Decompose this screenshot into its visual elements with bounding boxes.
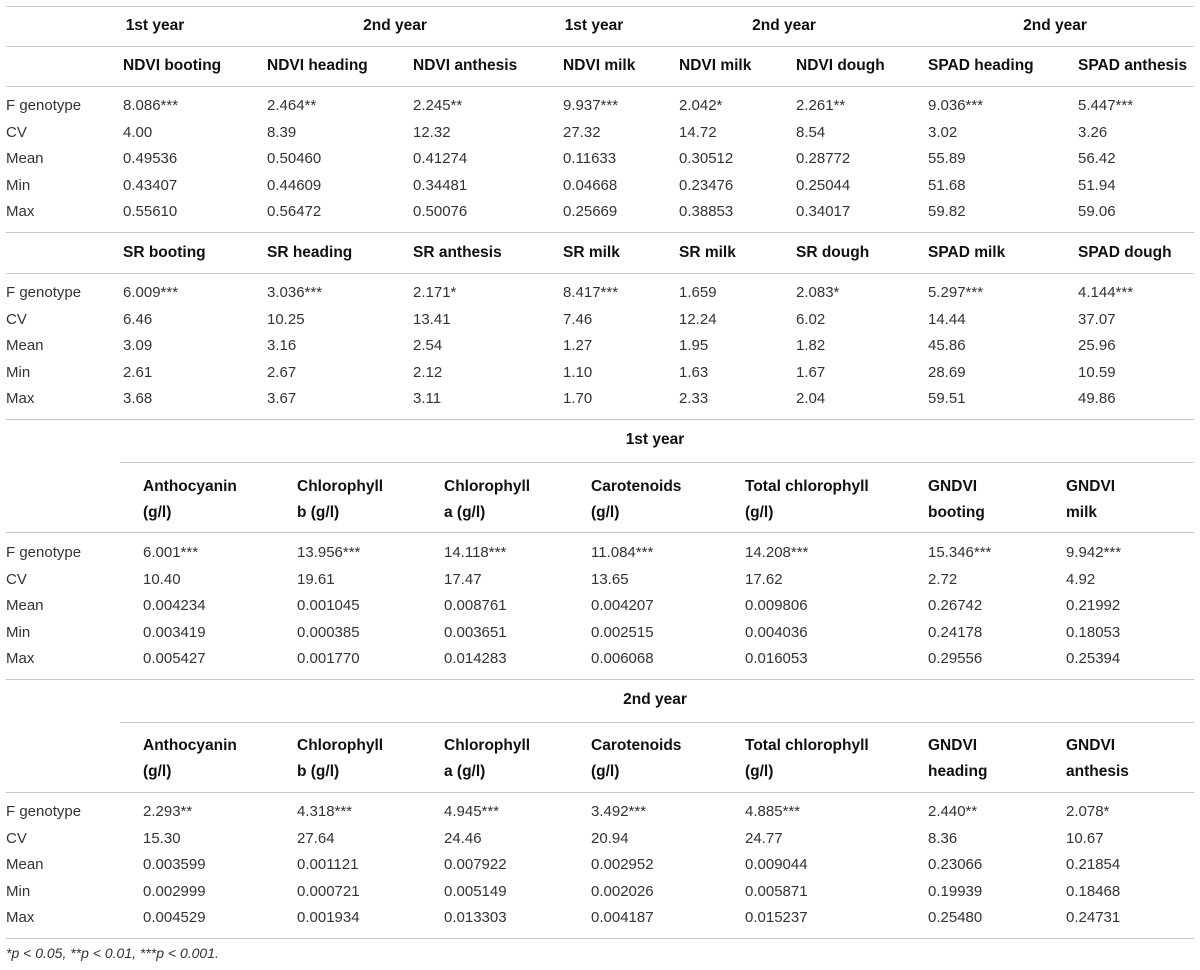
table-cell: 0.41274 bbox=[413, 150, 468, 167]
year-header: 2nd year bbox=[363, 17, 427, 34]
row-label: Max bbox=[6, 650, 35, 667]
table-cell: 25.96 bbox=[1078, 337, 1116, 354]
table-cell: 37.07 bbox=[1078, 310, 1116, 328]
table-cell: 0.11633 bbox=[563, 150, 617, 167]
table-cell: 0.009806 bbox=[745, 597, 808, 614]
row-label: CV bbox=[6, 123, 27, 141]
row-label: Min bbox=[6, 363, 31, 381]
table-cell: 0.26742 bbox=[928, 597, 983, 614]
table-cell: 12.32 bbox=[413, 123, 451, 141]
table-cell: 3.68 bbox=[123, 390, 153, 407]
table-cell: 3.02 bbox=[928, 123, 958, 141]
table-cell: 15.346*** bbox=[928, 544, 992, 561]
table-cell: 0.015237 bbox=[745, 909, 808, 926]
table-cell: 4.144*** bbox=[1078, 284, 1134, 301]
table-cell: 0.007922 bbox=[444, 856, 507, 873]
rule-top bbox=[6, 6, 1194, 7]
column-header: (g/l) bbox=[143, 504, 172, 521]
column-header: SPAD heading bbox=[928, 57, 1034, 74]
table-cell: 10.59 bbox=[1078, 363, 1116, 381]
column-header: SPAD dough bbox=[1078, 244, 1172, 261]
column-header: heading bbox=[928, 763, 988, 780]
table-cell: 56.42 bbox=[1078, 150, 1116, 167]
table-cell: 5.297*** bbox=[928, 284, 984, 301]
table-cell: 0.000721 bbox=[297, 882, 360, 900]
table-cell: 45.86 bbox=[928, 337, 966, 354]
table-cell: 9.937*** bbox=[563, 97, 619, 114]
table-cell: 3.16 bbox=[267, 337, 297, 354]
table-cell: 4.00 bbox=[123, 123, 153, 141]
table-cell: 0.34017 bbox=[796, 203, 851, 220]
table-cell: 6.009*** bbox=[123, 284, 179, 301]
table-cell: 3.11 bbox=[413, 390, 442, 407]
table-cell: 24.77 bbox=[745, 829, 783, 847]
table-cell: 0.50460 bbox=[267, 150, 322, 167]
table-cell: 6.02 bbox=[796, 310, 826, 328]
column-header: (g/l) bbox=[591, 504, 620, 521]
table-cell: 1.95 bbox=[679, 337, 709, 354]
table-cell: 2.261** bbox=[796, 97, 846, 114]
column-header: SPAD anthesis bbox=[1078, 57, 1188, 74]
table-cell: 1.70 bbox=[563, 390, 593, 407]
table-cell: 0.004036 bbox=[745, 623, 808, 641]
column-header: (g/l) bbox=[745, 504, 774, 521]
table-cell: 0.004207 bbox=[591, 597, 654, 614]
rule-year bbox=[120, 722, 1194, 723]
table-cell: 15.30 bbox=[143, 829, 181, 847]
table-cell: 0.001770 bbox=[297, 650, 360, 667]
row-label: Mean bbox=[6, 337, 44, 354]
table-cell: 0.25044 bbox=[796, 176, 851, 194]
rule-header bbox=[6, 532, 1194, 533]
rule-header bbox=[6, 273, 1194, 274]
row-label: Mean bbox=[6, 150, 44, 167]
table-cell: 2.245** bbox=[413, 97, 463, 114]
table-cell: 12.24 bbox=[679, 310, 717, 328]
year-header: 2nd year bbox=[623, 691, 687, 708]
row-label: CV bbox=[6, 570, 27, 588]
column-header: a (g/l) bbox=[444, 763, 486, 780]
table-footnote: *p < 0.05, **p < 0.01, ***p < 0.001. bbox=[6, 945, 219, 961]
table-cell: 0.43407 bbox=[123, 176, 178, 194]
table-cell: 0.004187 bbox=[591, 909, 654, 926]
column-header: booting bbox=[928, 504, 985, 521]
table-cell: 2.67 bbox=[267, 363, 297, 381]
column-header: SR heading bbox=[267, 244, 353, 261]
table-cell: 7.46 bbox=[563, 310, 593, 328]
row-label: F genotype bbox=[6, 97, 82, 114]
column-header: SR booting bbox=[123, 244, 206, 261]
table-cell: 5.447*** bbox=[1078, 97, 1134, 114]
table-cell: 2.33 bbox=[679, 390, 709, 407]
table-cell: 0.002999 bbox=[143, 882, 206, 900]
column-header: GNDVI bbox=[928, 478, 978, 495]
table-cell: 8.36 bbox=[928, 829, 958, 847]
table-cell: 0.006068 bbox=[591, 650, 654, 667]
row-label: Max bbox=[6, 390, 35, 407]
table-cell: 14.208*** bbox=[745, 544, 809, 561]
table-cell: 0.004529 bbox=[143, 909, 206, 926]
table-cell: 0.25394 bbox=[1066, 650, 1121, 667]
table-cell: 3.09 bbox=[123, 337, 153, 354]
column-header: SPAD milk bbox=[928, 244, 1006, 261]
table-cell: 2.083* bbox=[796, 284, 840, 301]
row-label: Max bbox=[6, 203, 35, 220]
column-header: Total chlorophyll bbox=[745, 478, 869, 495]
table-cell: 3.036*** bbox=[267, 284, 323, 301]
table-cell: 1.27 bbox=[563, 337, 593, 354]
rule-block1 bbox=[6, 232, 1194, 233]
table-cell: 0.013303 bbox=[444, 909, 507, 926]
table-cell: 0.005149 bbox=[444, 882, 507, 900]
table-cell: 4.318*** bbox=[297, 803, 353, 820]
row-label: Min bbox=[6, 176, 31, 194]
table-cell: 20.94 bbox=[591, 829, 629, 847]
year-header: 2nd year bbox=[1023, 17, 1087, 34]
column-header: Total chlorophyll bbox=[745, 737, 869, 754]
table-cell: 2.04 bbox=[796, 390, 826, 407]
column-header: (g/l) bbox=[591, 763, 620, 780]
column-header: b (g/l) bbox=[297, 504, 340, 521]
column-header: SR dough bbox=[796, 244, 870, 261]
table-cell: 0.016053 bbox=[745, 650, 808, 667]
table-cell: 59.06 bbox=[1078, 203, 1116, 220]
table-cell: 0.002026 bbox=[591, 882, 654, 900]
table-cell: 2.293** bbox=[143, 803, 193, 820]
table-cell: 55.89 bbox=[928, 150, 966, 167]
table-cell: 0.24178 bbox=[928, 623, 983, 641]
table-cell: 10.67 bbox=[1066, 829, 1104, 847]
table-cell: 8.086*** bbox=[123, 97, 179, 114]
table-cell: 0.005427 bbox=[143, 650, 206, 667]
column-header: SR milk bbox=[679, 244, 736, 261]
table-cell: 0.002515 bbox=[591, 623, 654, 641]
table-cell: 0.55610 bbox=[123, 203, 178, 220]
table-cell: 13.41 bbox=[413, 310, 451, 328]
table-cell: 0.38853 bbox=[679, 203, 734, 220]
column-header: NDVI booting bbox=[123, 57, 222, 74]
table-cell: 0.003651 bbox=[444, 623, 507, 641]
table-cell: 0.34481 bbox=[413, 176, 468, 194]
year-header: 1st year bbox=[125, 17, 185, 34]
row-label: Mean bbox=[6, 597, 44, 614]
column-header: a (g/l) bbox=[444, 504, 486, 521]
table-cell: 0.009044 bbox=[745, 856, 808, 873]
table-cell: 59.51 bbox=[928, 390, 966, 407]
rule-block2 bbox=[6, 419, 1194, 420]
table-cell: 4.92 bbox=[1066, 570, 1096, 588]
table-cell: 4.945*** bbox=[444, 803, 500, 820]
rule-year bbox=[120, 462, 1194, 463]
rule-bottom bbox=[6, 938, 1194, 939]
row-label: Min bbox=[6, 623, 31, 641]
column-header: Anthocyanin bbox=[143, 478, 237, 495]
table-cell: 49.86 bbox=[1078, 390, 1116, 407]
table-cell: 19.61 bbox=[297, 570, 335, 588]
row-label: CV bbox=[6, 310, 27, 328]
table-cell: 0.001045 bbox=[297, 597, 360, 614]
table-cell: 8.417*** bbox=[563, 284, 619, 301]
table-cell: 4.885*** bbox=[745, 803, 801, 820]
table-cell: 0.001934 bbox=[297, 909, 360, 926]
rule-header bbox=[6, 86, 1194, 87]
year-header: 1st year bbox=[625, 431, 685, 448]
rule-block3 bbox=[6, 679, 1194, 680]
table-cell: 0.001121 bbox=[297, 856, 359, 873]
table-cell: 28.69 bbox=[928, 363, 966, 381]
row-label: F genotype bbox=[6, 803, 82, 820]
column-header: GNDVI bbox=[928, 737, 978, 754]
table-cell: 0.21854 bbox=[1066, 856, 1121, 873]
row-label: CV bbox=[6, 829, 27, 847]
table-cell: 2.464** bbox=[267, 97, 317, 114]
table-cell: 0.18053 bbox=[1066, 623, 1121, 641]
table-cell: 0.24731 bbox=[1066, 909, 1121, 926]
table-cell: 10.25 bbox=[267, 310, 305, 328]
table-cell: 0.23066 bbox=[928, 856, 983, 873]
table-cell: 24.46 bbox=[444, 829, 482, 847]
table-cell: 1.67 bbox=[796, 363, 826, 381]
table-cell: 1.82 bbox=[796, 337, 826, 354]
table-cell: 27.32 bbox=[563, 123, 601, 141]
table-cell: 2.171* bbox=[413, 284, 457, 301]
row-label: Max bbox=[6, 909, 35, 926]
table-cell: 3.67 bbox=[267, 390, 297, 407]
table-cell: 2.440** bbox=[928, 803, 978, 820]
table-cell: 3.26 bbox=[1078, 123, 1108, 141]
column-header: (g/l) bbox=[745, 763, 774, 780]
table-cell: 0.014283 bbox=[444, 650, 507, 667]
table-cell: 1.659 bbox=[679, 284, 717, 301]
table-cell: 2.042* bbox=[679, 97, 723, 114]
table-cell: 0.29556 bbox=[928, 650, 983, 667]
column-header: NDVI heading bbox=[267, 57, 368, 74]
table-cell: 0.56472 bbox=[267, 203, 322, 220]
table-cell: 17.47 bbox=[444, 570, 482, 588]
rule-year bbox=[6, 46, 1194, 47]
column-header: Chlorophyll bbox=[297, 478, 384, 495]
table-cell: 0.23476 bbox=[679, 176, 734, 194]
table-cell: 14.118*** bbox=[444, 544, 507, 561]
table-cell: 0.28772 bbox=[796, 150, 851, 167]
table-cell: 51.68 bbox=[928, 176, 966, 194]
table-cell: 14.44 bbox=[928, 310, 966, 328]
table-cell: 11.084*** bbox=[591, 544, 654, 561]
table-cell: 14.72 bbox=[679, 123, 717, 141]
column-header: NDVI milk bbox=[563, 57, 636, 74]
table-cell: 0.30512 bbox=[679, 150, 734, 167]
table-cell: 51.94 bbox=[1078, 176, 1116, 194]
table-cell: 1.63 bbox=[679, 363, 709, 381]
table-cell: 0.002952 bbox=[591, 856, 654, 873]
table-cell: 6.001*** bbox=[143, 544, 199, 561]
row-label: F genotype bbox=[6, 284, 82, 301]
table-cell: 0.25669 bbox=[563, 203, 618, 220]
column-header: milk bbox=[1066, 504, 1098, 521]
column-header: NDVI milk bbox=[679, 57, 752, 74]
row-label: Mean bbox=[6, 856, 44, 873]
table-cell: 0.000385 bbox=[297, 623, 360, 641]
table-cell: 0.003419 bbox=[143, 623, 206, 641]
column-header: NDVI dough bbox=[796, 57, 885, 74]
table-cell: 13.956*** bbox=[297, 544, 361, 561]
column-header: (g/l) bbox=[143, 763, 172, 780]
column-header: Carotenoids bbox=[591, 737, 682, 754]
table-cell: 3.492*** bbox=[591, 803, 647, 820]
table-cell: 0.50076 bbox=[413, 203, 468, 220]
table-cell: 9.036*** bbox=[928, 97, 984, 114]
table-cell: 1.10 bbox=[563, 363, 593, 381]
table-cell: 0.18468 bbox=[1066, 882, 1121, 900]
table-cell: 0.25480 bbox=[928, 909, 983, 926]
table-cell: 10.40 bbox=[143, 570, 181, 588]
column-header: GNDVI bbox=[1066, 478, 1116, 495]
column-header: Anthocyanin bbox=[143, 737, 237, 754]
table-cell: 13.65 bbox=[591, 570, 629, 588]
table-cell: 8.54 bbox=[796, 123, 826, 141]
table-cell: 2.078* bbox=[1066, 803, 1110, 820]
table-cell: 0.003599 bbox=[143, 856, 206, 873]
table-cell: 0.005871 bbox=[745, 882, 808, 900]
column-header: Chlorophyll bbox=[444, 737, 531, 754]
table-cell: 0.004234 bbox=[143, 597, 206, 614]
table-cell: 27.64 bbox=[297, 829, 335, 847]
table-cell: 0.19939 bbox=[928, 882, 983, 900]
row-label: Min bbox=[6, 882, 31, 900]
year-header: 1st year bbox=[564, 17, 624, 34]
column-header: Carotenoids bbox=[591, 478, 682, 495]
table-cell: 2.12 bbox=[413, 363, 443, 381]
column-header: SR milk bbox=[563, 244, 620, 261]
column-header: Chlorophyll bbox=[444, 478, 531, 495]
year-header: 2nd year bbox=[752, 17, 816, 34]
table-cell: 9.942*** bbox=[1066, 544, 1122, 561]
table-cell: 0.04668 bbox=[563, 176, 618, 194]
table-cell: 0.21992 bbox=[1066, 597, 1121, 614]
column-header: b (g/l) bbox=[297, 763, 340, 780]
table-cell: 2.72 bbox=[928, 570, 958, 588]
table-cell: 0.44609 bbox=[267, 176, 322, 194]
table-cell: 8.39 bbox=[267, 123, 297, 141]
rule-header bbox=[6, 792, 1194, 793]
table-cell: 2.54 bbox=[413, 337, 443, 354]
table-cell: 2.61 bbox=[123, 363, 153, 381]
column-header: SR anthesis bbox=[413, 244, 502, 261]
table-cell: 0.49536 bbox=[123, 150, 178, 167]
table-cell: 6.46 bbox=[123, 310, 153, 328]
column-header: anthesis bbox=[1066, 763, 1129, 780]
column-header: GNDVI bbox=[1066, 737, 1116, 754]
table-cell: 0.008761 bbox=[444, 597, 507, 614]
table-cell: 59.82 bbox=[928, 203, 966, 220]
row-label: F genotype bbox=[6, 544, 82, 561]
table-cell: 17.62 bbox=[745, 570, 783, 588]
column-header: NDVI anthesis bbox=[413, 57, 518, 74]
column-header: Chlorophyll bbox=[297, 737, 384, 754]
